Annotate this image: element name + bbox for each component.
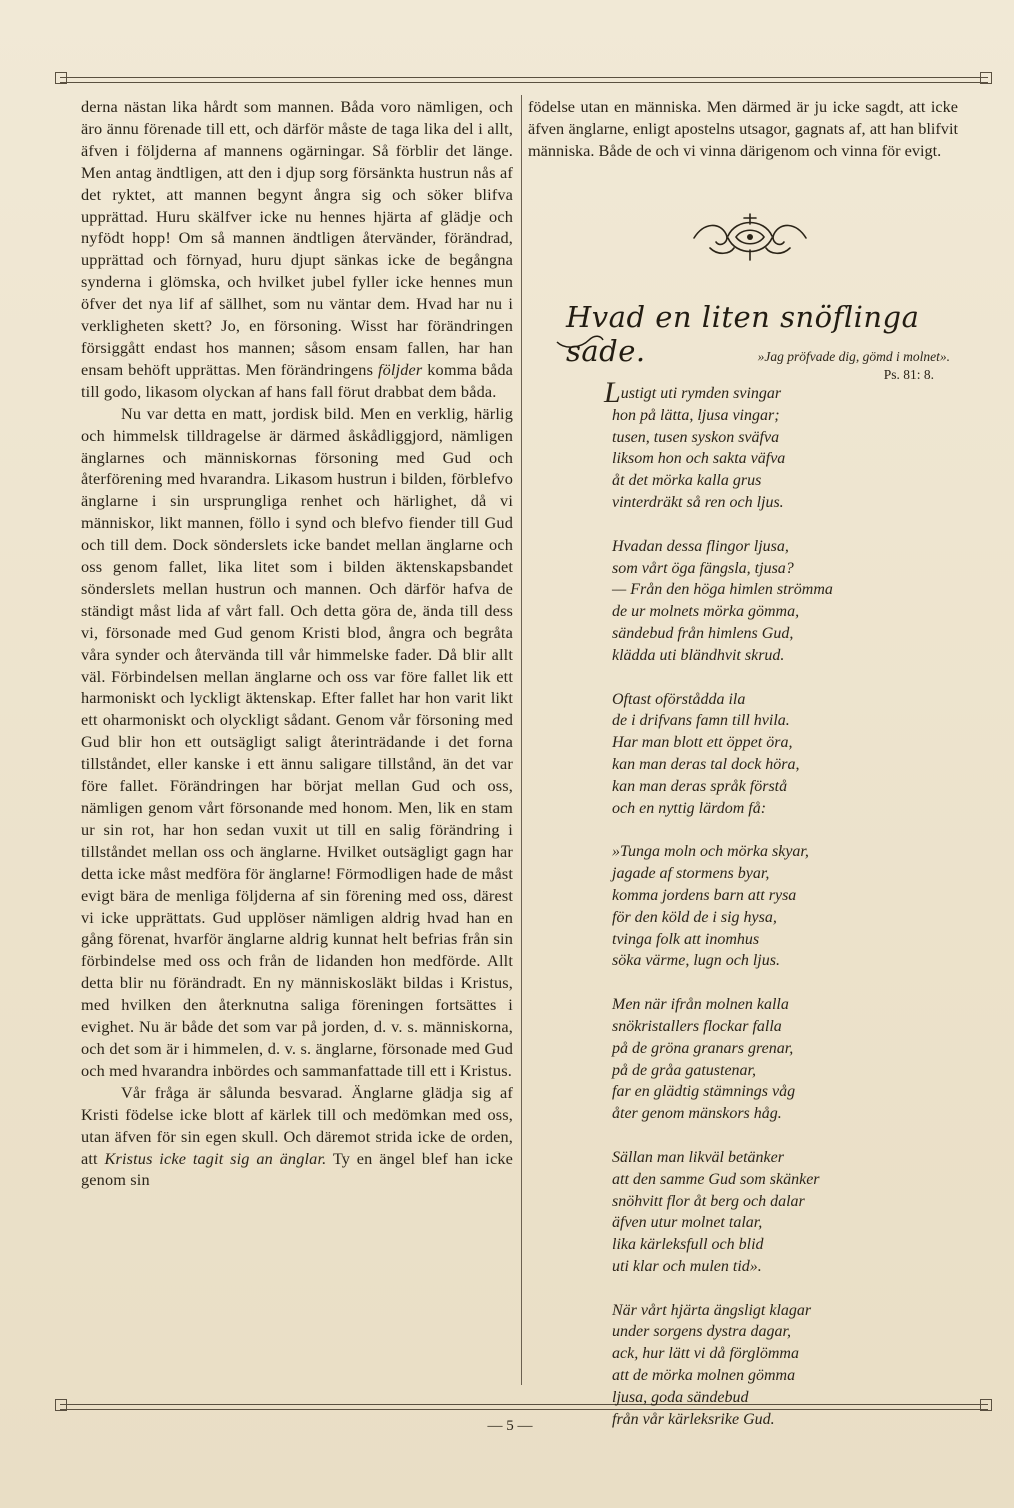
poem-title: Hvad en liten snöflinga sade. <box>566 300 920 368</box>
poem-line: Men när ifrån molnen kalla <box>612 996 789 1014</box>
paragraph-1: derna nästan lika hårdt som mannen. Båda voro nämligen, och äro ännu förenade till ett, och därför måste de taga lika del i allt, äfven i följderna af mannens ogärningar. Så förblir det länge. Men antag ändtligen, att den i djup sorg försänkta hustrun nås af det ryktet, att mannen begynt ångra sig och söker blifva upprättad. Huru skälfver icke nu hennes hjärta af glädje och nyfödt hopp! Om så mannen ändtligen återvänder, förändrad, upprättad och förnyad, huru djupt sänkas icke de begångna synderna i glömska, och hvilket jubel fyller icke hennes mun öfver det nya lif af sällhet, som nu väntar dem. Hvad har nu i verkligheten skett? Jo, en försoning. Wisst har förändringen försiggått endast hos mannen; såsom ensam fallen, har han ensam behöft upprättas. Men förändringens följder komma båda till godo, likasom olyckan af hans fall förut drabbat dem båda. <box>81 97 513 401</box>
corner-ornament-top-left <box>55 72 67 84</box>
stanza-1 <box>604 376 942 514</box>
poem-line: Har man blott ett öppet öra, <box>612 734 793 752</box>
poem-line: uti klar och mulen tid». <box>612 1257 762 1275</box>
poem-line: äfven utur molnet talar, <box>612 1214 763 1232</box>
paragraph-2: Nu var detta en matt, jordisk bild. Men en verklig, härlig och himmelsk tilldragelse är därmed åskådliggjord, nämligen änglarnes och människornas försoning med Gud och återförening med hvarandra. Likasom hustrun i bilden, förblefvo änglarne i sin ursprungliga renhet och härlighet, då vi människor, likt mannen, föllo i synd och blefvo fiender till Gud och till dem. Dock sönderslets icke bandet mellan änglarne och oss genom fallet, lika litet som i bilden äktenskapsbandet sönderslets mellan hustrun och mannen. Och därför hafva de ständigt måst lida af vårt fall. Och detta göra de, ända till dess vi, försonade med Gud genom Kristi blod, ångra och begråta våra synder och återvända till vår himmelske fader. Då blir allt väl. Förbindelsen mellan änglarne och oss var före fallet lik ett harmoniskt och lyckligt äktenskap. Efter fallet har hon varit likt ett oharmoniskt och olyckligt sådant. Genom vår försoning med Gud blir hon ett outsägligt saligt återinträdande i det forna tillståndet, eller kanske i ett ännu saligare tillstånd, än det var före fallet. Förändringen har börjat mellan Gud och oss, nämligen genom vårt försonande med honom. Men, lik en stam ur sin rot, har hon sedan vuxit ut till en salig förändring i tillståndet mellan oss och änglarne. Hvilket outsägligt gagn har detta icke måst medföra för änglarne! Förmodligen hade de måst evigt bära de menliga följderna af sin förening med oss, därest vi icke upprättats. Gud upplöser nämligen aldrig hvad han en gång förenat, hvarför änglarne aldrig kunnat helt befrias från sin förbindelse med oss och från de lidanden hon medförde. Allt detta blir nu förändradt. En ny människosläkt bildas i Kristus, med hvilken den återknutna saliga föreningen fortsättes i evighet. Nu är både det som var på jorden, d. v. s. människorna, och det som är i himmelen, d. v. s. änglarne, försonade med Gud och med hvarandra inbördes och sammanfattade till ett i Kristus. <box>81 403 513 1080</box>
poem-line: Sällan man likväl betänker <box>612 1148 784 1166</box>
italic-phrase: Kristus icke tagit sig an änglar. <box>104 1148 327 1168</box>
column-divider <box>521 95 522 1385</box>
poem-line: far en glädtig stämnings våg <box>612 1083 796 1101</box>
poem-line: Lustigt uti rymden svingar <box>604 376 782 409</box>
stanza-6 <box>612 1147 942 1278</box>
poem-line: för den köld de i sig hysa, <box>612 908 777 926</box>
corner-ornament-top-right <box>980 72 992 84</box>
poem-line: komma jordens barn att rysa <box>612 886 797 904</box>
poem-line: på de gröna granars grenar, <box>612 1039 794 1057</box>
poem-line: snökristallers flockar falla <box>612 1017 782 1035</box>
ornament-flourish-icon <box>690 208 810 264</box>
italic-phrase: följder <box>377 359 423 379</box>
poem-line: de ur molnets mörka gömma, <box>612 603 800 621</box>
poem-line: söka värme, lugn och ljus. <box>612 952 780 970</box>
poem-line: lika kärleksfull och blid <box>612 1236 764 1254</box>
poem-line: från vår kärleksrike Gud. <box>612 1410 775 1428</box>
epigraph <box>620 348 950 384</box>
stanza-4 <box>612 841 942 972</box>
title-swash-icon <box>555 320 605 350</box>
poem-line: och en nyttig lärdom få: <box>612 799 767 817</box>
poem-line: att de mörka molnen gömma <box>612 1367 796 1385</box>
poem-line: de i drifvans famn till hvila. <box>612 712 790 730</box>
stanza-3 <box>612 689 942 820</box>
right-column-continuation: födelse utan en människa. Men därmed är ju icke sagdt, att icke äfven änglarne, enligt apostelns utsagor, gagnats af, att han blifvit människa. Både de och vi vinna därigenom och vinna för evigt. <box>528 97 958 160</box>
stanza-7 <box>612 1300 942 1431</box>
poem-line: ljusa, goda sändebud <box>612 1388 749 1406</box>
poem-line: åter genom mänskors håg. <box>612 1105 782 1123</box>
poem-line: klädda uti bländhvit skrud. <box>612 646 785 664</box>
epigraph-quote: »Jag pröfvade dig, gömd i molnet». <box>757 349 950 364</box>
corner-ornament-bottom-left <box>55 1399 67 1411</box>
poem-line: — Från den höga himlen strömma <box>612 581 833 599</box>
paragraph-3: Vår fråga är sålunda besvarad. Änglarne glädja sig af Kristi födelse icke blott af kärlek till och medömkan med oss, utan äfven för sin egen skull. Och däremot strida icke de orden, att Kristus icke tagit sig an änglar. Ty en ängel blef han icke genom sin <box>81 1082 513 1190</box>
poem-line: När vårt hjärta ängsligt klagar <box>612 1301 812 1319</box>
poem-line: att den samme Gud som skänker <box>612 1170 820 1188</box>
left-column-text <box>81 96 513 1191</box>
poem-line: Hvadan dessa flingor ljusa, <box>612 537 789 555</box>
poem-line: liksom hon och sakta väfva <box>612 450 786 468</box>
poem-line: åt det mörka kalla grus <box>612 472 762 490</box>
corner-ornament-bottom-right <box>980 1399 992 1411</box>
poem-line: jagade af stormens byar, <box>612 865 770 883</box>
poem-line: Oftast oförstådda ila <box>612 690 746 708</box>
poem-line: sändebud från himlens Gud, <box>612 624 794 642</box>
poem-line: »Tunga moln och mörka skyar, <box>612 843 809 861</box>
stanza-2 <box>612 536 942 667</box>
poem-line: kan man deras språk förstå <box>612 777 788 795</box>
poem-line: på de gråa gatustenar, <box>612 1061 756 1079</box>
poem-line: tusen, tusen syskon sväfva <box>612 428 780 446</box>
drop-cap: L <box>604 376 621 409</box>
epigraph-reference: Ps. 81: 8. <box>883 367 934 382</box>
top-border-rule <box>60 77 988 83</box>
poem-line: som vårt öga fängsla, tjusa? <box>612 559 794 577</box>
poem-line: hon på lätta, ljusa vingar; <box>612 406 780 424</box>
poem-line: ack, hur lätt vi då förglömma <box>612 1345 799 1363</box>
poem-line: vinterdräkt så ren och ljus. <box>612 493 784 511</box>
page-number: — 5 — <box>487 1418 533 1434</box>
stanza-5 <box>612 994 942 1125</box>
poem-line: snöhvitt flor åt berg och dalar <box>612 1192 805 1210</box>
poem-line: under sorgens dystra dagar, <box>612 1323 791 1341</box>
poem-body <box>604 376 942 1452</box>
poem-line: kan man deras tal dock höra, <box>612 755 800 773</box>
poem-line: tvinga folk att inomhus <box>612 930 760 948</box>
